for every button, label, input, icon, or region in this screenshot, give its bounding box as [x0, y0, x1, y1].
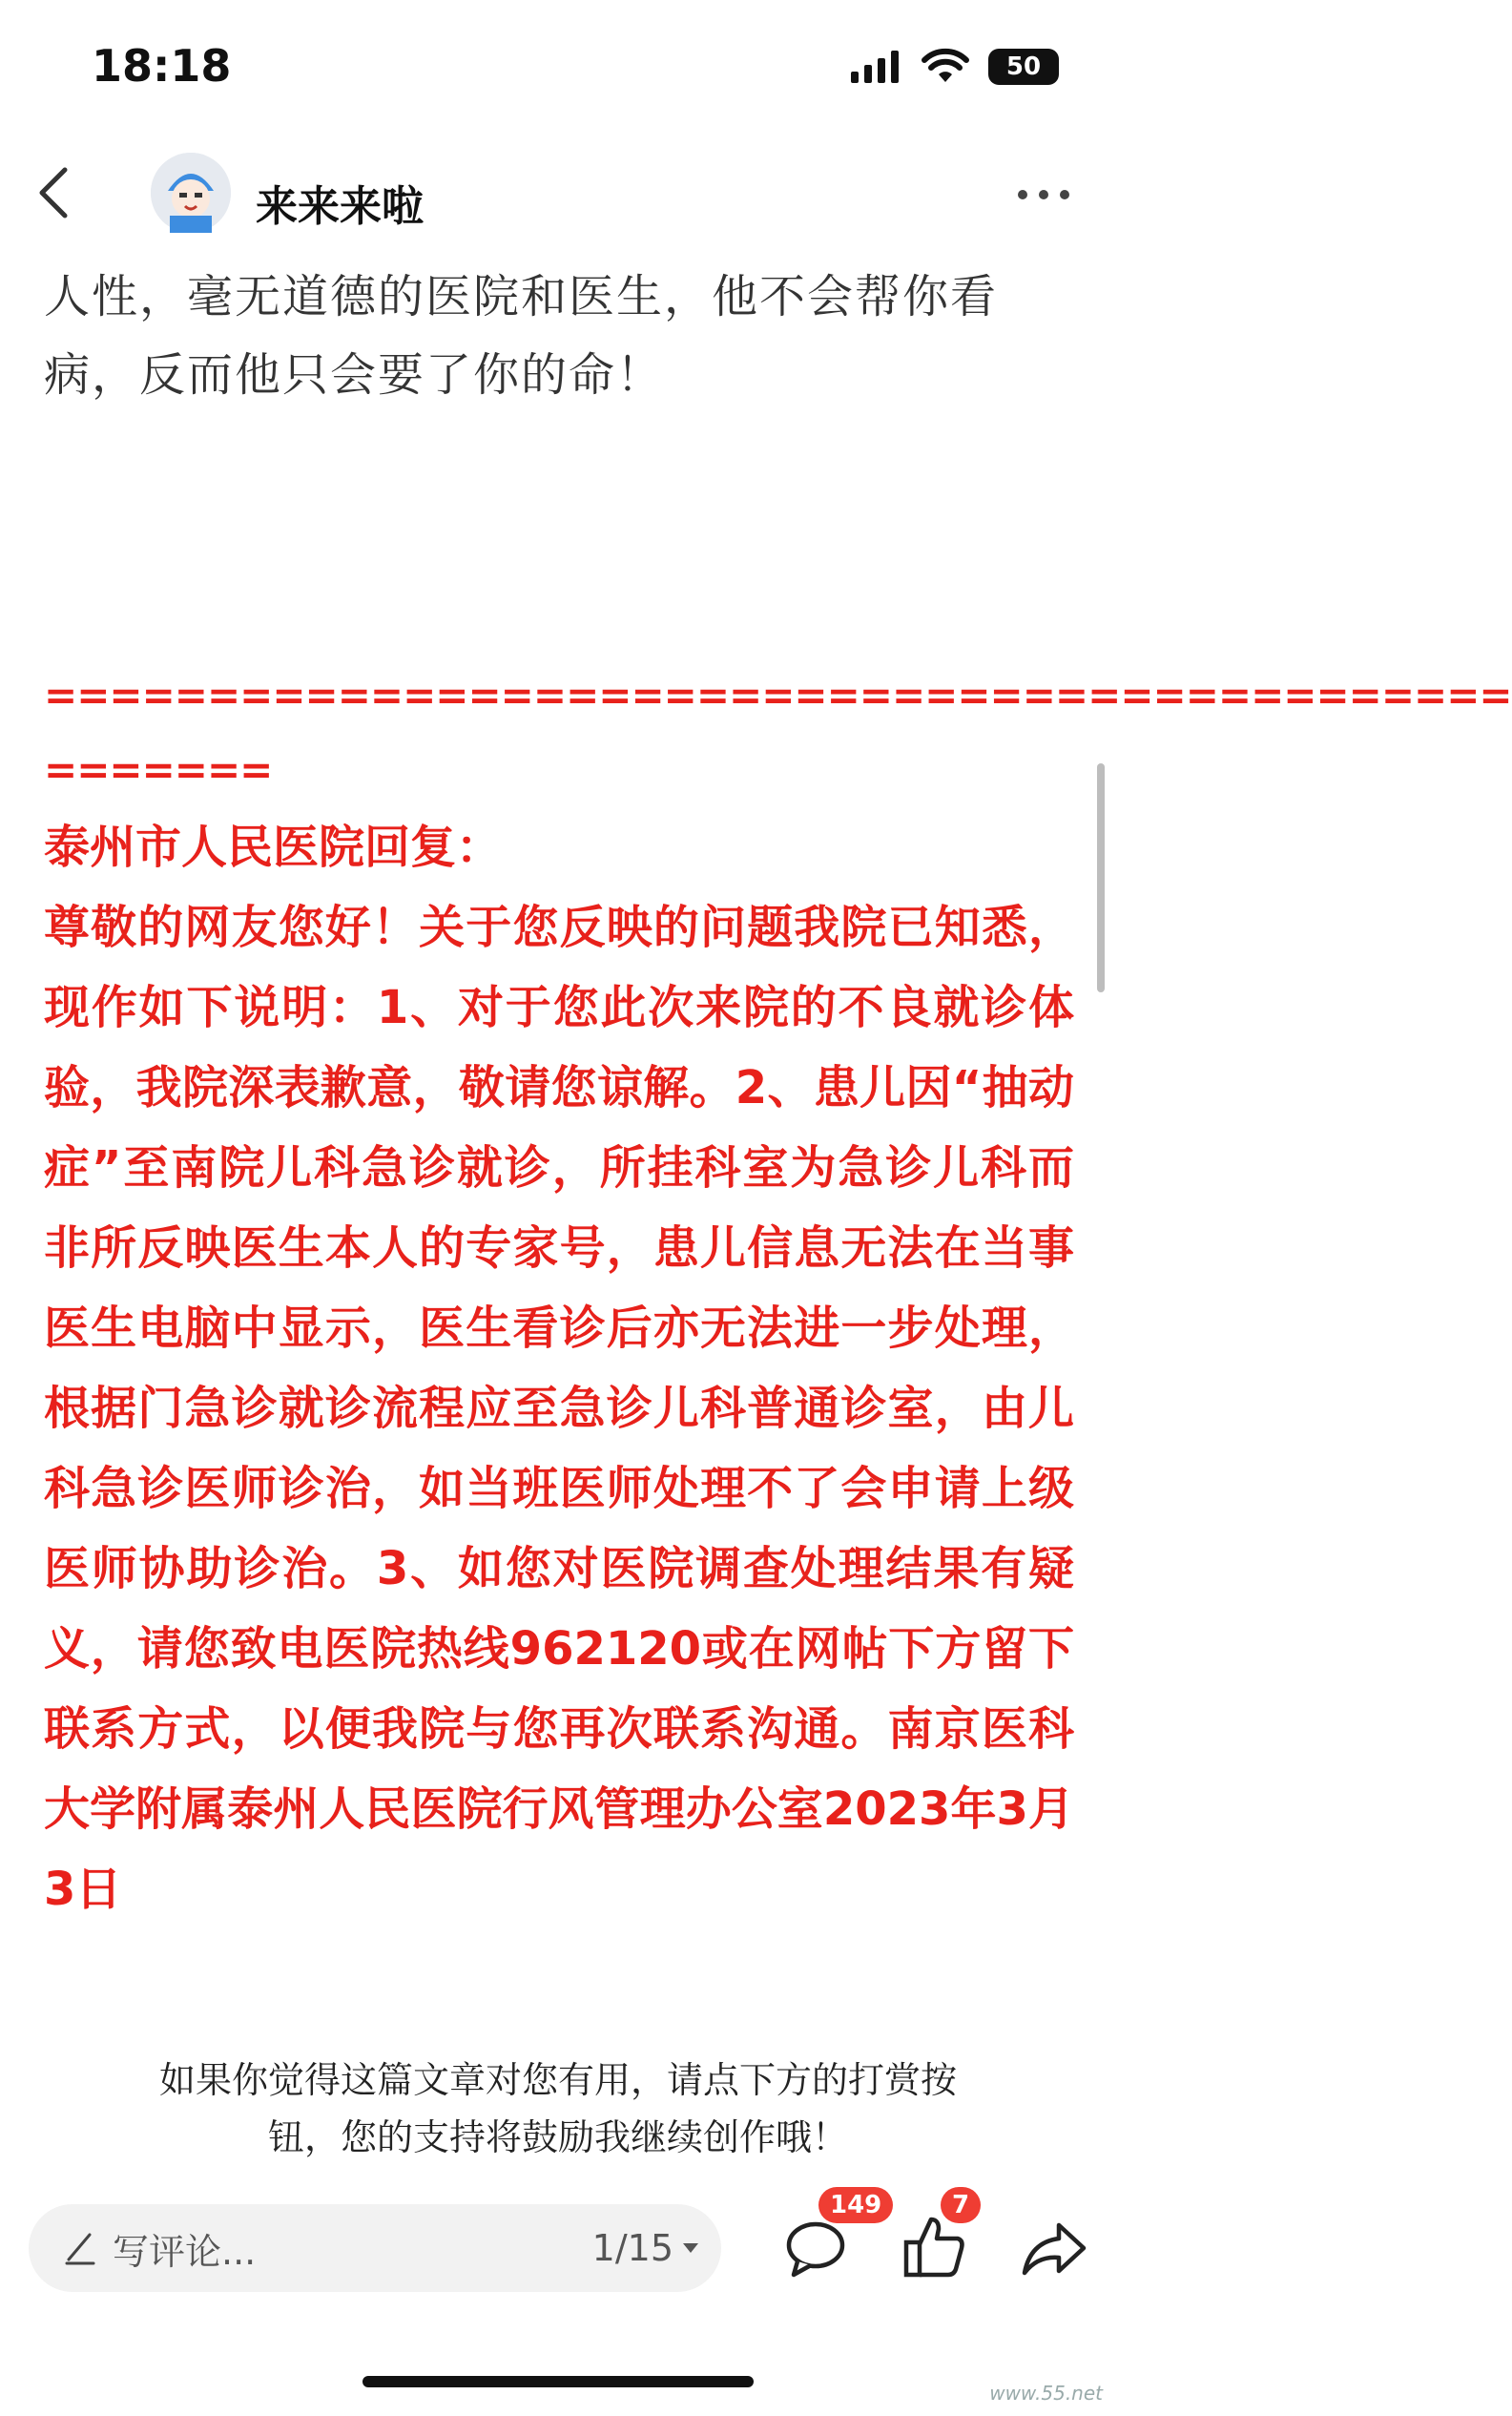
comment-count-badge: 149: [818, 2187, 893, 2223]
author-name[interactable]: 来来来啦: [256, 182, 424, 231]
avatar-cartoon-icon: [151, 153, 231, 233]
watermark: www.55.net: [989, 2382, 1103, 2405]
battery-indicator: 50: [988, 49, 1059, 85]
comment-input[interactable]: [29, 2204, 721, 2292]
like-count-badge: 7: [941, 2187, 981, 2223]
status-time: 18:18: [92, 40, 232, 92]
share-arrow-icon: [1021, 2216, 1087, 2282]
scrollbar[interactable]: [1097, 763, 1105, 992]
cellular-signal-icon: [851, 51, 902, 83]
share-button[interactable]: [1021, 2216, 1087, 2282]
home-indicator[interactable]: [362, 2376, 754, 2387]
page-indicator[interactable]: [592, 2227, 700, 2269]
more-dots-icon: [1015, 183, 1072, 206]
pen-icon: [61, 2229, 99, 2267]
reply-body: 尊敬的网友您好！关于您反映的问题我院已知悉，现作如下说明：1、对于您此次来院的不良就诊体验，我院深表歉意，敬请您谅解。2、患儿因“抽动症”至南院儿科急诊就诊，所挂科室为急诊儿科而非所反映医生本人的专家号，患儿信息无法在当事医生电脑中显示，医生看诊后亦无法进一步处理，根据门急诊就诊流程应至急诊儿科普通诊室，由儿科急诊医师诊治，如当班医师处理不了会申请上级医师协助诊治。3、如您对医院调查处理结果有疑义，请您致电医院热线962120或在网帖下方留下联系方式，以便我院与您再次联系沟通。南京医科大学附属泰州人民医院行风管理办公室2023年3月3日: [44, 901, 1074, 1916]
caret-down-icon: [681, 2241, 700, 2255]
wifi-icon: [922, 50, 969, 84]
back-button[interactable]: [29, 164, 86, 221]
article-intro: 人性，毫无道德的医院和医生，他不会帮你看病，反而他只会要了你的命！: [44, 270, 999, 402]
page-indicator-text: 1/15: [591, 2227, 673, 2269]
avatar[interactable]: [151, 153, 231, 233]
more-options-button[interactable]: [1015, 183, 1072, 206]
separator-line: =======: [44, 746, 273, 793]
hospital-reply-block: [44, 658, 1512, 1929]
tip-prompt-line: 钮，您的支持将鼓励我继续创作哦！: [267, 2116, 848, 2158]
chevron-left-icon: [29, 164, 86, 221]
comment-button[interactable]: [782, 2216, 849, 2282]
tip-prompt-line: 如果你觉得这篇文章对您有用，请点下方的打赏按: [158, 2059, 957, 2101]
comment-bubble-icon: [782, 2216, 849, 2282]
tip-prompt: [95, 2052, 1021, 2166]
separator-line: =============================================: [44, 672, 1512, 719]
reply-title: 泰州市人民医院回复：: [44, 821, 503, 874]
status-icons: [851, 48, 1059, 86]
comment-placeholder: 写评论...: [113, 2230, 257, 2273]
